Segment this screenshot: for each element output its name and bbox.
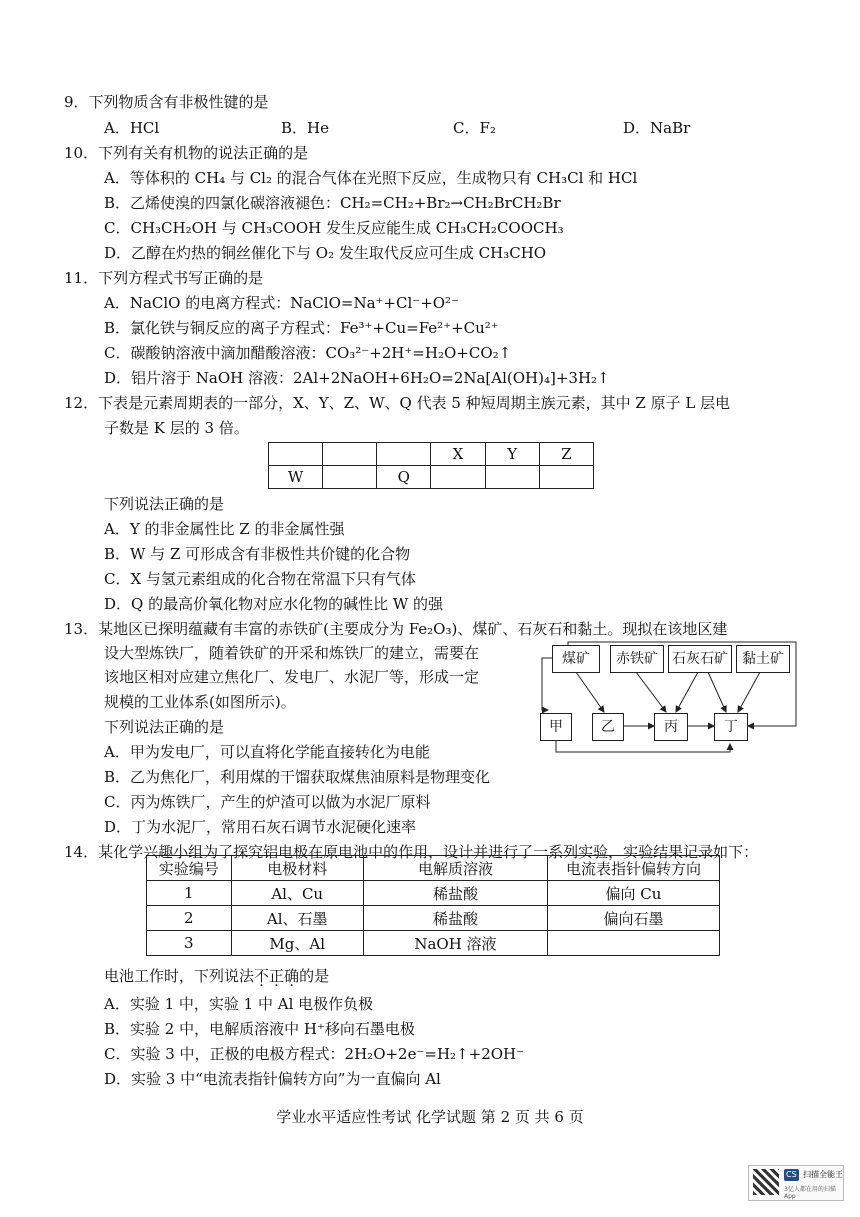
experiment-cell: Al、石墨 xyxy=(231,906,363,931)
q9-option-a: A．HCl xyxy=(104,119,160,137)
q10-option-c: C．CH₃CH₂OH 与 CH₃COOH 发生反应能生成 CH₃CH₂COOCH₃ xyxy=(104,219,564,237)
experiment-header: 实验编号 xyxy=(147,856,232,881)
q9-stem: 9．下列物质含有非极性键的是 xyxy=(64,93,269,111)
box-jia: 甲 xyxy=(540,713,572,741)
periodic-table-fragment xyxy=(268,442,594,489)
q14-option-c: C．实验 3 中，正极的电极方程式：2H₂O+2e⁻=H₂↑+2OH⁻ xyxy=(104,1045,525,1063)
q12-option-d: D．Q 的最高价氧化物对应水化物的碱性比 W 的强 xyxy=(104,595,444,613)
q10-option-b: B．乙烯使溴的四氯化碳溶液褪色：CH₂=CH₂+Br₂→CH₂BrCH₂Br xyxy=(104,194,561,212)
periodic-cell xyxy=(485,466,539,489)
arrow-limestone-to-bing xyxy=(676,672,698,712)
q13-option-c: C．丙为炼铁厂，产生的炉渣可以做为水泥厂原料 xyxy=(104,793,431,811)
box-ding: 丁 xyxy=(714,713,748,741)
q13-prompt: 下列说法正确的是 xyxy=(104,718,225,736)
arrow-coal-to-yi xyxy=(576,672,604,712)
periodic-cell: W xyxy=(269,466,323,489)
q9-option-c: C．F₂ xyxy=(453,119,496,137)
q12-option-c: C．X 与氢元素组成的化合物在常温下只有气体 xyxy=(104,570,416,588)
periodic-cell: Z xyxy=(539,443,593,466)
box-limestone-mine: 石灰石矿 xyxy=(668,645,732,673)
experiment-row xyxy=(147,881,720,906)
experiment-cell: NaOH 溶液 xyxy=(363,931,547,956)
experiment-cell: 1 xyxy=(147,881,232,906)
q12-option-b: B．W 与 Z 可形成含有非极性共价键的化合物 xyxy=(104,545,411,563)
box-coal-mine: 煤矿 xyxy=(552,645,600,673)
page-footer: 学业水平适应性考试 化学试题 第 2 页 共 6 页 xyxy=(276,1108,584,1126)
q11-stem: 11．下列方程式书写正确的是 xyxy=(64,269,264,287)
box-clay-mine: 黏土矿 xyxy=(736,645,790,673)
experiment-cell: 稀盐酸 xyxy=(363,906,547,931)
periodic-row-2 xyxy=(269,466,594,489)
q11-option-d: D．铝片溶于 NaOH 溶液：2Al+2NaOH+6H₂O=2Na[Al(OH)₄]+3H₂↑ xyxy=(104,369,610,387)
box-bing: 丙 xyxy=(654,713,688,741)
periodic-cell xyxy=(539,466,593,489)
q14-stem: 14．某化学兴趣小组为了探究铝电极在原电池中的作用，设计并进行了一系列实验，实验结果记录如下： xyxy=(64,843,759,861)
experiment-row xyxy=(147,906,720,931)
experiment-cell: 2 xyxy=(147,906,232,931)
qr-code-icon xyxy=(753,1169,779,1195)
q13-option-b: B．乙为焦化厂，利用煤的干馏获取煤焦油原料是物理变化 xyxy=(104,768,491,786)
periodic-row-1 xyxy=(269,443,594,466)
experiment-header: 电流表指针偏转方向 xyxy=(547,856,719,881)
periodic-cell xyxy=(377,443,431,466)
industry-flow-diagram xyxy=(538,640,800,758)
periodic-cell xyxy=(323,443,377,466)
q14-prompt xyxy=(104,966,329,986)
experiment-cell xyxy=(547,931,719,956)
periodic-cell: Q xyxy=(377,466,431,489)
experiment-cell: 3 xyxy=(147,931,232,956)
arrow-ironore-to-bing xyxy=(636,672,666,712)
q14-prompt-pre: 电池工作时，下列说法 xyxy=(104,967,255,985)
emphasis-char: 确 xyxy=(284,967,300,985)
q14-prompt-emphasis xyxy=(254,967,299,985)
q13-stem-line2: 设大型炼铁厂，随着铁矿的开采和炼铁厂的建立，需要在 xyxy=(104,644,480,662)
q12-option-a: A．Y 的非金属性比 Z 的非金属性强 xyxy=(104,520,345,538)
experiment-cell: 稀盐酸 xyxy=(363,881,547,906)
experiment-header-row xyxy=(147,856,720,881)
box-iron-mine: 赤铁矿 xyxy=(610,645,664,673)
q12-stem-line2: 子数是 K 层的 3 倍。 xyxy=(104,419,249,437)
q11-option-c: C．碳酸钠溶液中滴加醋酸溶液：CO₃²⁻+2H⁺=H₂O+CO₂↑ xyxy=(104,344,512,362)
watermark-name: 扫描全能王 xyxy=(803,1170,843,1179)
q10-option-a: A．等体积的 CH₄ 与 Cl₂ 的混合气体在光照下反应，生成物只有 CH₃Cl 和 HCl xyxy=(104,169,638,187)
experiment-row xyxy=(147,931,720,956)
q13-stem-line4: 规模的工业体系(如图所示)。 xyxy=(104,693,296,711)
arrow-jia-to-ding xyxy=(556,740,730,752)
periodic-cell xyxy=(269,443,323,466)
q12-prompt: 下列说法正确的是 xyxy=(104,495,225,513)
emphasis-char: 不 xyxy=(254,967,270,985)
q13-option-a: A．甲为发电厂，可以直将化学能直接转化为电能 xyxy=(104,743,430,761)
q14-prompt-post: 的是 xyxy=(299,967,330,985)
q13-stem-line1: 13．某地区已探明蕴藏有丰富的赤铁矿(主要成分为 Fe₂O₃)、煤矿、石灰石和黏土。现拟在该地区建 xyxy=(64,620,728,638)
q13-stem-line3: 该地区相对应建立焦化厂、发电厂、水泥厂等，形成一定 xyxy=(104,668,480,686)
experiment-header: 电极材料 xyxy=(231,856,363,881)
q11-option-a: A．NaClO 的电离方程式：NaClO=Na⁺+Cl⁻+O²⁻ xyxy=(104,294,459,312)
watermark-tagline: 3亿人都在用的扫描App xyxy=(784,1186,836,1200)
q9-option-b: B．He xyxy=(281,119,329,137)
arrow-limestone-to-ding xyxy=(708,672,726,712)
periodic-cell xyxy=(431,466,485,489)
emphasis-char: 正 xyxy=(269,967,285,985)
q14-option-b: B．实验 2 中，电解质溶液中 H⁺移向石墨电极 xyxy=(104,1020,415,1038)
q10-option-d: D．乙醇在灼热的铜丝催化下与 O₂ 发生取代反应可生成 CH₃CHO xyxy=(104,244,547,262)
box-yi: 乙 xyxy=(592,713,624,741)
periodic-cell: Y xyxy=(485,443,539,466)
experiment-header: 电解质溶液 xyxy=(363,856,547,881)
q10-stem: 10．下列有关有机物的说法正确的是 xyxy=(64,144,309,162)
experiment-cell: 偏向石墨 xyxy=(547,906,719,931)
q14-option-a: A．实验 1 中，实验 1 中 Al 电极作负极 xyxy=(104,995,374,1013)
arrow-clay-to-ding xyxy=(738,672,760,712)
periodic-cell xyxy=(323,466,377,489)
cs-badge: CS xyxy=(786,1170,797,1179)
q9-option-d: D．NaBr xyxy=(623,119,691,137)
q11-option-b: B．氯化铁与铜反应的离子方程式：Fe³⁺+Cu=Fe²⁺+Cu²⁺ xyxy=(104,319,499,337)
experiment-cell: Al、Cu xyxy=(231,881,363,906)
scanner-watermark xyxy=(748,1165,844,1201)
experiment-table xyxy=(146,855,720,956)
experiment-cell: Mg、Al xyxy=(231,931,363,956)
q13-option-d: D．丁为水泥厂，常用石灰石调节水泥硬化速率 xyxy=(104,818,417,836)
experiment-cell: 偏向 Cu xyxy=(547,881,719,906)
q12-stem-line1: 12．下表是元素周期表的一部分，X、Y、Z、W、Q 代表 5 种短周期主族元素，其中 Z 原子 L 层电 xyxy=(64,394,731,412)
arrow-coal-to-jia xyxy=(542,658,552,710)
periodic-cell: X xyxy=(431,443,485,466)
q14-option-d: D．实验 3 中“电流表指针偏转方向”为一直偏向 Al xyxy=(104,1070,441,1088)
